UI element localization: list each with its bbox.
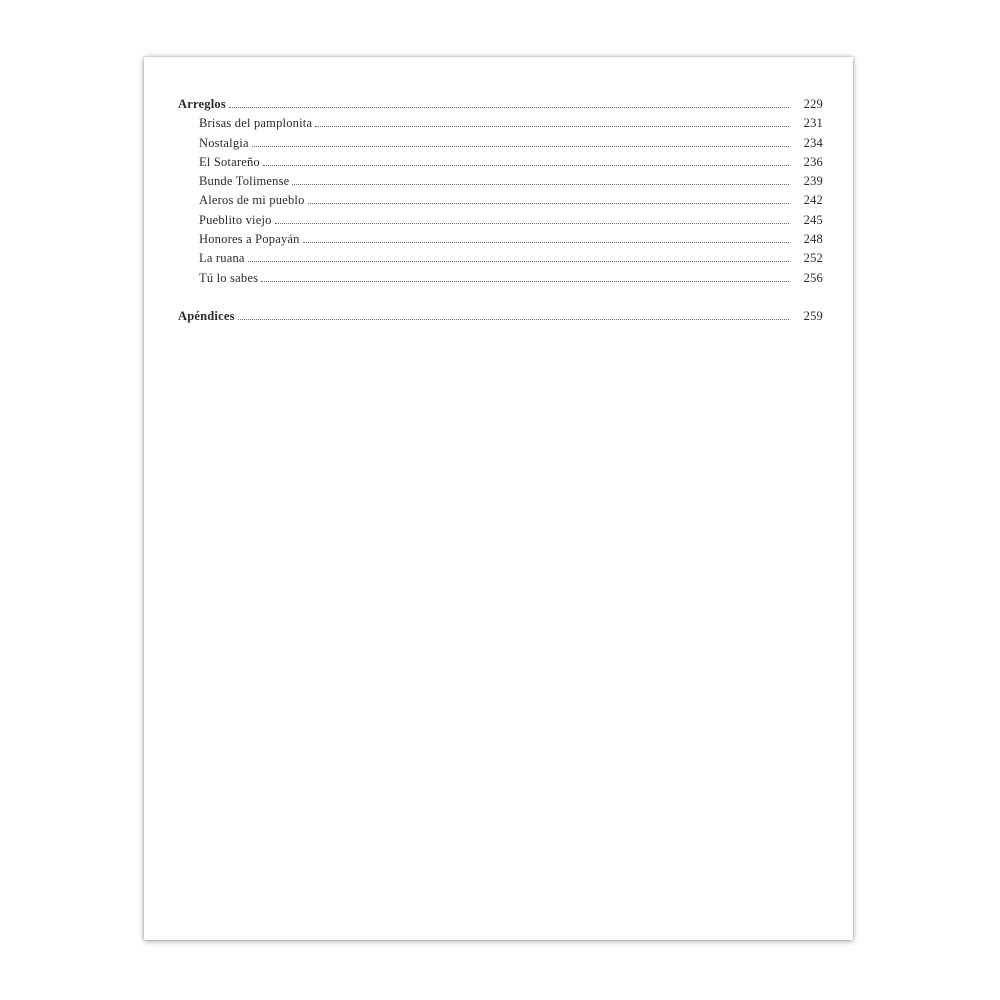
dot-leader — [315, 126, 789, 127]
toc-entry-title: La ruana — [199, 251, 245, 266]
dot-leader — [308, 203, 789, 204]
toc-entry-apendices — [178, 307, 823, 326]
toc-entry-bunde-tolimense — [178, 172, 823, 191]
toc-entry-page: 239 — [803, 174, 823, 189]
document-page — [144, 57, 853, 940]
toc-entry-aleros-de-mi-pueblo — [178, 191, 823, 210]
toc-entry-brisas-del-pamplonita — [178, 114, 823, 133]
toc-entry-page: 252 — [803, 251, 823, 266]
toc-entry-title: Tú lo sabes — [199, 270, 259, 285]
toc-entry-page: 234 — [803, 135, 823, 150]
toc-entry-title: Nostalgia — [199, 135, 249, 150]
toc-entry-title: Aleros de mi pueblo — [199, 193, 305, 208]
toc-entry-tu-lo-sabes — [178, 269, 823, 288]
toc-entry-title: Apéndices — [178, 308, 235, 323]
toc-entry-title: Arreglos — [178, 97, 226, 111]
dot-leader — [275, 223, 789, 224]
toc-entry-page: 256 — [803, 270, 823, 285]
toc-entry-title: Honores a Popayán — [199, 232, 300, 247]
toc-entry-title: El Sotareño — [199, 154, 260, 169]
toc-entry-page: 259 — [803, 308, 823, 323]
toc-entry-arreglos — [178, 95, 823, 114]
table-of-contents — [178, 95, 823, 326]
toc-entry-page: 231 — [803, 116, 823, 131]
toc-entry-honores-a-popayan — [178, 230, 823, 249]
dot-leader — [238, 319, 789, 320]
toc-entry-page: 229 — [803, 97, 823, 111]
dot-leader — [261, 281, 789, 282]
dot-leader — [229, 107, 789, 108]
dot-leader — [303, 242, 789, 243]
toc-entry-page: 245 — [803, 212, 823, 227]
toc-entry-page: 242 — [803, 193, 823, 208]
toc-entry-page: 248 — [803, 232, 823, 247]
dot-leader — [292, 184, 789, 185]
toc-entry-el-sotareno — [178, 153, 823, 172]
toc-entry-la-ruana — [178, 249, 823, 268]
toc-entry-nostalgia — [178, 134, 823, 153]
toc-entry-title: Brisas del pamplonita — [199, 116, 313, 131]
toc-entry-title: Bunde Tolimense — [199, 174, 290, 189]
dot-leader — [263, 165, 789, 166]
toc-entry-pueblito-viejo — [178, 211, 823, 230]
toc-entry-page: 236 — [803, 154, 823, 169]
dot-leader — [252, 146, 789, 147]
dot-leader — [248, 261, 789, 262]
toc-entry-title: Pueblito viejo — [199, 212, 272, 227]
